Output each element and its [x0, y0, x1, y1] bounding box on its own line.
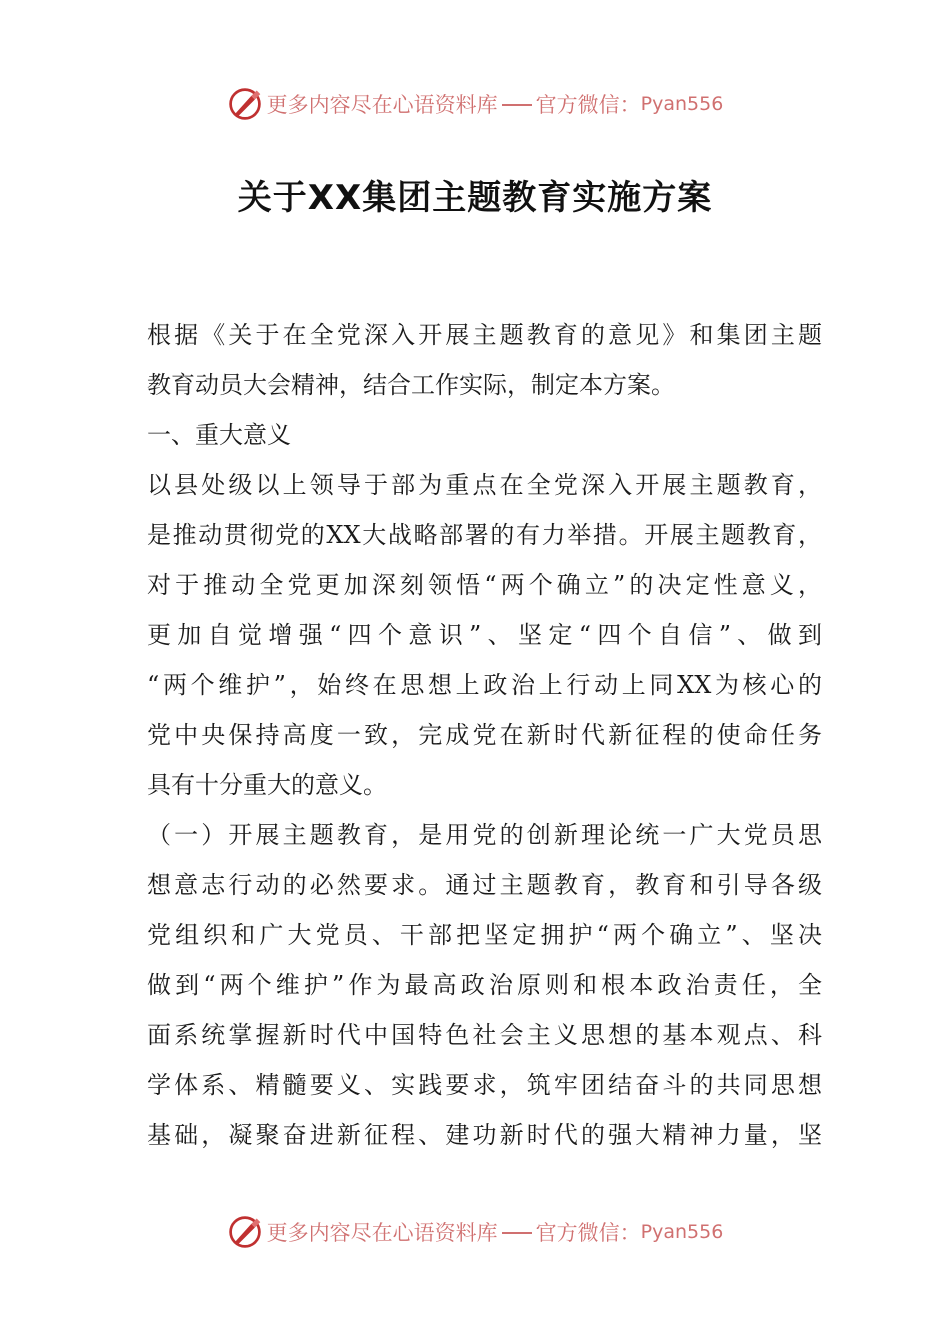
body-line: 更加自觉增强“四个意识”、坚定“四个自信”、做到 — [147, 621, 822, 649]
body-line: 一、重大意义 — [147, 421, 291, 449]
pen-logo-icon — [227, 86, 263, 122]
watermark-header — [0, 84, 950, 124]
body-line: 具有十分重大的意义。 — [147, 771, 387, 799]
watermark-text: 更多内容尽在心语资料库 — [266, 1221, 498, 1245]
body-line: 根据《关于在全党深入开展主题教育的意见》和集团主题 — [147, 321, 822, 349]
body-line: （一）开展主题教育，是用党的创新理论统一广大党员思 — [147, 821, 822, 849]
body-line: 党组织和广大党员、干部把坚定拥护“两个确立”、坚决 — [147, 921, 822, 949]
body-line: 基础，凝聚奋进新征程、建功新时代的强大精神力量，坚 — [147, 1121, 822, 1149]
body-line: 教育动员大会精神，结合工作实际，制定本方案。 — [147, 371, 675, 399]
body-line: 以县处级以上领导于部为重点在全党深入开展主题教育， — [147, 471, 822, 499]
document-title: 关于XX集团主题教育实施方案 — [237, 178, 713, 218]
watermark-text: 更多内容尽在心语资料库 — [266, 93, 498, 117]
body-line: 做到“两个维护”作为最高政治原则和根本政治责任，全 — [147, 971, 822, 999]
watermark-label: 官方微信： — [535, 1221, 641, 1245]
body-line: 党中央保持高度一致，完成党在新时代新征程的使命任务 — [147, 721, 822, 749]
body-line: 学体系、精髓要义、实践要求，筑牢团结奋斗的共同思想 — [147, 1071, 822, 1099]
body-line: 是推动贯彻党的XX大战略部署的有力举措。开展主题教育， — [147, 521, 822, 549]
body-line: “两个维护”，始终在思想上政治上行动上同XX为核心的 — [147, 671, 822, 699]
watermark-id: Pyan556 — [640, 93, 724, 115]
watermark-footer — [0, 1212, 950, 1252]
watermark-label: 官方微信： — [535, 93, 641, 117]
pen-logo-icon — [227, 1214, 263, 1250]
watermark-separator — [502, 104, 532, 106]
document-body — [147, 310, 822, 1160]
body-line: 想意志行动的必然要求。通过主题教育，教育和引导各级 — [147, 871, 822, 899]
body-line: 面系统掌握新时代中国特色社会主义思想的基本观点、科 — [147, 1021, 822, 1049]
watermark-separator — [502, 1232, 532, 1234]
body-line: 对于推动全党更加深刻领悟“两个确立”的决定性意义， — [147, 571, 822, 599]
watermark-id: Pyan556 — [640, 1221, 724, 1243]
